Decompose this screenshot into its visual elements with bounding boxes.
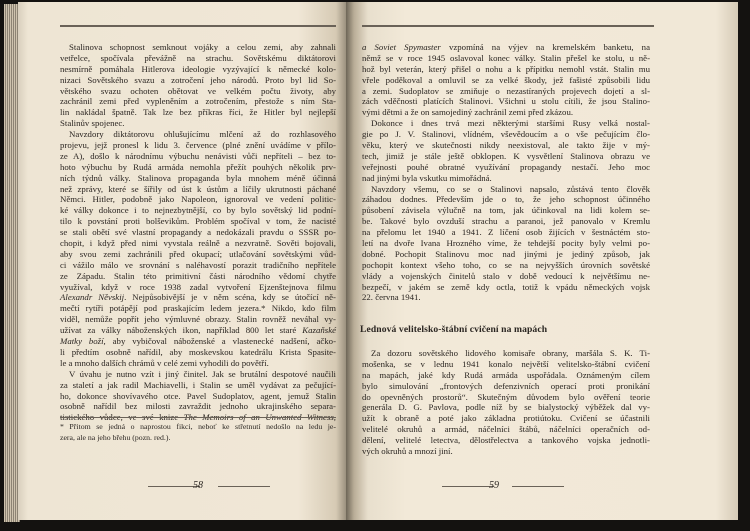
text-line: ze A), došlo k národnímu výbuchu nenávisti vůči nepříteli – bez to- (60, 150, 336, 161)
text-segment: , aby vybičoval náboženské a vlastenecké nadšení, ačko- (103, 336, 336, 347)
page-number-rule (218, 486, 270, 487)
text-line: 22. června 1941. (362, 292, 421, 303)
right-page-body (362, 42, 650, 303)
text-line: nad jinými byla vskutku mimořádná. (362, 172, 492, 183)
page-number: 58 (193, 480, 203, 491)
text-line: Za dozoru sovětského lidového komisaře obrany, maršála S. K. Ti- (371, 348, 650, 358)
italic-title: a Soviet Spymaster (362, 42, 441, 52)
text-line: veřejnosti pouhé obratné využívání propagandy nestačí. Jeho moc (362, 161, 650, 172)
text-line: na mapách, jaké kdy Rudá armáda uspořádala. Oznámeným cílem (362, 369, 650, 380)
text-line: než zprávy, které se šířily od úst k ústům a líčily ukrutnosti páchané (60, 183, 336, 194)
footnote-rule (60, 417, 336, 418)
text-line: vřele poděkoval a omluvil se za velké škody, jež fašisté způsobili lidu (362, 74, 650, 85)
text-line: gie po J. V. Stalinovi, vlídném, vševědoucím a o vše pečujícím člo- (362, 129, 650, 140)
left-page-body (60, 42, 336, 423)
text-line: le a mnoho dalších chrámů v celé zemi vyhodili do povětří. (60, 357, 269, 368)
text-segment: užívat za války náboženských ikon, například 800 let staré (60, 325, 303, 336)
text-line: bezpečí, v jakém se země kdy octla, totiž k vpádu německých vojsk (362, 281, 650, 292)
text-line: zachránil zemi před vypleněním a zotročením, přestože s ním Sta- (60, 96, 336, 107)
text-line: Dokonce i dnes trvá mezi některými staršími Rusy velká nostal- (371, 118, 650, 129)
text-line: ci vážilo málo ve srovnání s naléhavostí porazit tradičního nepřítele (60, 259, 336, 270)
text-line: mečtí rytíři potápějí pod praskajícím ledem jezera.* Nikdo, kdo film (60, 303, 336, 314)
left-page (18, 2, 348, 520)
header-rule (60, 25, 336, 27)
text-line: se stali obětí své vlastní propagandy a nedokázali pravdu o SSSR po- (60, 227, 336, 238)
text-line: hož byl veterán, který přišel o nohu a k přípitku nemohl vstát. Stalin mu (362, 63, 650, 74)
text-line: nesmírně pomáhala Hitlerova ideologie vyzývající k německé kolo- (60, 63, 336, 74)
text-line: vých okruhů a mnozí jiní. (362, 446, 453, 457)
text-line: působení závisela výlučně na tom, jak účinkoval na lidi kolem se- (362, 205, 650, 216)
text-line: dělení, velitelé letectva, dělostřelectva a tankového vojska jednotli- (362, 435, 650, 446)
footnote (60, 421, 336, 443)
text-line: osobně nařídil bez milosti zavraždit jednoho ukrajinského separa- (60, 401, 336, 412)
footnote-line: zera, ale na jeho břehu (pozn. red.). (60, 432, 171, 442)
text-line: do opevněných prostorů“. Skutečným důvodem bylo ověření teorie (362, 391, 650, 402)
text-line: užít k obraně a poté jako základna protiútoku. Cvičení se účastnili (362, 413, 650, 424)
right-page (346, 2, 738, 520)
text-line: ních týdnů války. Stalinova propaganda byla mnohem méně účinná (60, 172, 336, 183)
text-line: letí na dvoře Ivana Hrozného víme, že tehdejší pocity byly velmi po- (362, 238, 650, 249)
text-line: Navzdory diktátorovu ohlušujícímu mlčení až do rozhlasového (69, 129, 336, 140)
text-line: chopit, i když před nimi vyvstala reálně a nezvratně. Sověti bojovali, (60, 238, 336, 249)
text-line: tech, jimiž je stále ještě obklopen. K vysvětlení Stalinova obrazu ve (362, 150, 650, 161)
text-line: aby svou zemi zachránili před okupací; utlačování sovětskými vůd- (60, 248, 336, 259)
text-line: be. Takové bylo ovzduší strachu a paranoi, jež panovalo v Kremlu (362, 216, 650, 227)
text-line: větského svazu ochoten obětovat ve velkém počtu životy, aby (60, 85, 336, 96)
text-line: projevu, jejž pronesl k lidu 3. července (plné znění uvádíme v přílo- (60, 140, 336, 151)
text-segment: . Nejpůsobivější je v něm scéna, kdy se útočící ně- (124, 292, 336, 303)
text-line (60, 325, 336, 336)
text-line: bylo simulování „frontových defenzivních operací proti pronikání (362, 380, 650, 391)
text-line: V úvahu je nutno vzít i jiný činitel. Jak se brutální despotové naučili (69, 368, 336, 379)
page-number-rule (512, 486, 564, 487)
text-line: záhadou dodnes. Především jde o to, že jeho schopnost účinného (362, 194, 650, 205)
page-number: 59 (489, 480, 499, 491)
text-line (60, 292, 336, 303)
text-line: Stalinova schopnost semknout vojáky a celou zemi, aby zahnali (69, 42, 336, 52)
text-line: ze Západu. Stalin této primitivní části národního vědomí chytře (60, 270, 336, 281)
text-line (362, 42, 650, 53)
text-line: hoto výbuchu by Rudá armáda nemohla přežít pouhých několik prv- (60, 161, 336, 172)
text-line: zách vděčnosti platících Stalinovi. Všichni u stolu cítili, že jsou Stalino- (362, 96, 650, 107)
text-line: nizaci Sovětského svazu a zotročení jeho národů. Proto byl lid So- (60, 74, 336, 85)
header-rule (362, 25, 654, 27)
text-line: velitelé okruhů a armád, náčelníci štábů, náčelníci operačních od- (362, 424, 650, 435)
text-line: ho, dokonce shovívavého otce. Pavel Sudoplatov, agent, jemuž Stalin (60, 390, 336, 401)
text-line: pochopit kontext všeho toho, co se na nejvyšších úrovních sovětské (362, 259, 650, 270)
text-line (60, 336, 336, 347)
text-line: ké války dokonce i to nejnezbytnější, co by bylo sovětský lid podní- (60, 205, 336, 216)
italic-title: Kazaňské (302, 325, 336, 336)
section-heading: Lednová velitelsko-štábní cvičení na mapách (360, 324, 548, 335)
text-segment: vzpomíná na výjev na kremelském banketu, na (440, 42, 650, 52)
text-line: mošenka, se v lednu 1941 konalo největší velitelsko-štábní cvičení (362, 358, 650, 369)
text-line: věku, který ve skutečnosti nikdy neexistoval, ale takto žije v mý- (362, 140, 650, 151)
text-line: vými dětmi a že on samojediný zachránil zemi před zkázou. (362, 107, 574, 118)
text-line: využíval, když v roce 1938 zadal vytvoření Ejzenštejnova filmu (60, 281, 336, 292)
italic-title: Alexandr Něvskij (60, 292, 125, 303)
text-line: dobné. Pochopit Stalinovu moc nad jinými je jediný způsob, jak (362, 248, 650, 259)
text-line: Stalinův spojenec. (60, 118, 125, 129)
text-line: tilo k povstání proti bolševikům. Problém spočíval v tom, že nacisté (60, 216, 336, 227)
text-line: němž se v roce 1945 oslavoval konec války. Stalin přešel ke stolu, u ně- (362, 52, 650, 63)
text-line: za staletí a jak radil Machiavelli, i Stalin se uměl vydávat za pečující- (60, 379, 336, 390)
footnote-line: * Přitom se jedná o naprostou fikci, neboť ke střetnutí nedošlo na ledu je- (60, 422, 336, 431)
text-line: Navzdory všemu, co se o Stalinovi napsalo, zůstává tento člověk (371, 183, 650, 194)
text-line: li předtím osobně nařídil, aby moskevskou katedrálu Krista Spasite- (60, 346, 336, 357)
text-line: Němci. Hitler, podobně jako Napoleon, ignoroval ve vedení politic- (60, 194, 336, 205)
text-line: lin nakládal špatně. Tak lze bez příkras říci, že Hitler byl nejlepší (60, 107, 336, 118)
text-line: vetřelce, spočívala převážně na strachu. Sovětskému diktátorovi (60, 52, 336, 63)
text-line: a zemi. Sudoplatov se zmiňuje o nezastíraných projevech dojetí a sl- (362, 85, 650, 96)
text-line: vlády a vojenských činitelů stalo v době vedoucí k největšímu ne- (362, 270, 650, 281)
text-line: viděl, nemůže popřít jeho výmluvné obrazy. Stalin rovněž neváhal vy- (60, 314, 336, 325)
italic-title: Matky boží (60, 336, 104, 347)
text-line: generála D. G. Pavlova, podle níž by se bialystocký výběžek dal vy- (362, 402, 650, 413)
text-line: na přelomu let 1940 a 1941. Z líčení osob žijících v šestnáctém sto- (362, 227, 650, 238)
section-body (362, 348, 650, 457)
